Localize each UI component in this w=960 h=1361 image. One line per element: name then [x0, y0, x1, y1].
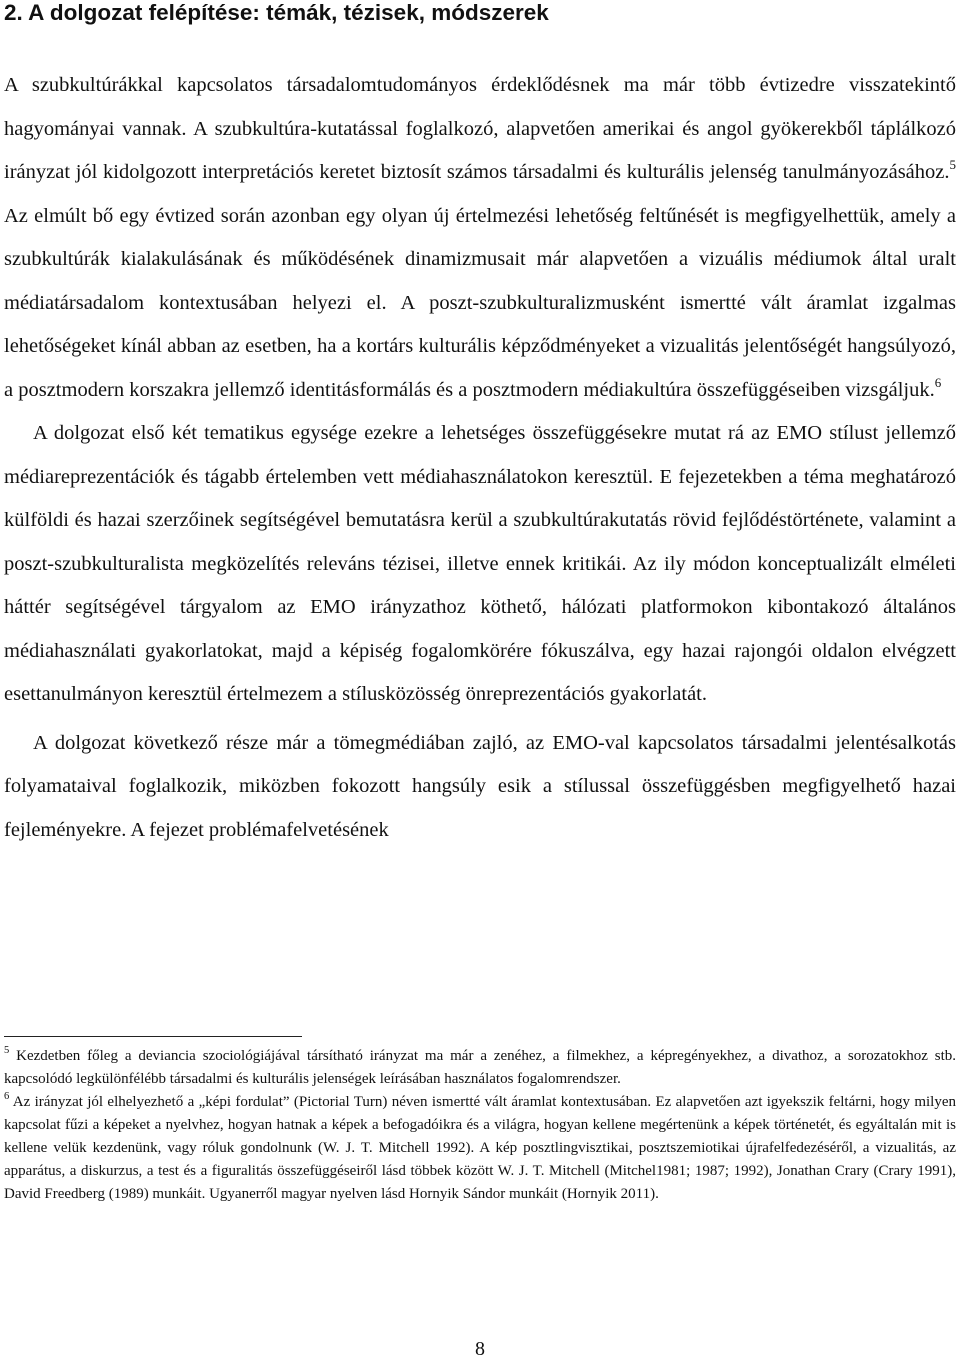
footnote-separator [4, 1036, 302, 1037]
paragraph-3: A dolgozat következő része már a tömegmédiában zajló, az EMO-val kapcsolatos társadalmi jelentésalkotás folyamataival foglalkozik, miközben fokozott hangsúly esik a stílussal összefüggésben megfigyelhető hazai fejleményekre. A fejezet problémafelvetésének [4, 731, 956, 841]
paragraph-1-part-1: A szubkultúrákkal kapcsolatos társadalomtudományos érdeklődésnek ma már több évtizedre visszatekintő hagyományai vannak. A szubkultúra-kutatással foglalkozó, alapvetően amerikai és angol gyökerekből táplálkozó irányzat jól kidolgozott interpretációs keretet biztosít számos társadalmi és kulturális jelenség tanulmányozásához. [4, 74, 956, 183]
paragraph-2: A dolgozat első két tematikus egysége ezekre a lehetséges összefüggésekre mutat rá az EMO stílust jellemző médiareprezentációk és tágabb értelemben vett médiahasználatokon keresztül. E fejezetekben a téma meghatározó külföldi és hazai szerzőinek segítségével bemutatásra kerül a szubkultúrakutatás rövid fejlődéstörténete, valamint a poszt-szubkulturalista megközelítés releváns tézisei, illetve ennek kritikái. Az ily módon konceptualizált elméleti háttér segítségével tárgyalom az EMO irányzathoz köthető, hálózati platformokon kibontakozó általános médiahasználati gyakorlatokat, majd a képiség fogalomkörére fókuszálva, egy hazai rajongói oldalon elvégzett esettanulmányon keresztül értelmezem a stílusközösség önreprezentációs gyakorlatát. [4, 422, 956, 705]
paragraph-1-part-2: Az elmúlt bő egy évtized során azonban egy olyan új értelmezési lehetőség feltűnését is megfigyelhettük, amely a szubkultúrák kialakulásának és működésének dinamizmusait már alapvetően a vizuális médiumok által uralt médiatársadalom kontextusában helyezi el. A poszt-szubkulturalizmusként ismertté vált áramlat izgalmas lehetőségeket kínál abban az esetben, ha a kortárs kulturális képződményeket a vizualitás jelentőségét hangsúlyozó, a posztmodern korszakra jellemző identitásformálás és a posztmodern médiakultúra összefüggéseiben vizsgáljuk. [4, 204, 956, 401]
footnote-text: Az irányzat jól elhelyezhető a „képi fordulat” (Pictorial Turn) néven ismertté vált áramlat kontextusában. Ez alapvetően azt igyekszik feltárni, hogy milyen kapcsolat fűzi a képeket a nyelvhez, hogyan hatnak a képek a befogadóikra és a világra, hogyan kellene megértenünk a képek történetét, és egyáltalán mit is kellene velük kezdenünk, vagy róluk gondolnunk (W. J. T. Mitchell 1992). A kép posztlingvisztikai, posztszemiotikai újrafelfedezéséről, a vizualitás, az apparátus, a diskurzus, a test és a figuralitás összefüggéseiről lásd többek között W. J. T. Mitchell (Mitchel1981; 1987; 1992), Jonathan Crary (Crary 1991), David Freedberg (1989) munkáit. Ugyanerről magyar nyelven lásd Hornyik Sándor munkáit (Hornyik 2011). [4, 1094, 956, 1202]
paragraph-1 [4, 64, 956, 412]
body-text [4, 64, 956, 852]
footnote-ref-6[interactable]: 6 [934, 374, 942, 390]
footnote-text: Kezdetben főleg a deviancia szociológiájával társítható irányzat ma már a zenéhez, a filmekhez, a képregényekhez, a divathoz, a sorozatokhoz stb. kapcsolódó legkülönfélébb társadalmi és kulturális jelenségek leírásában használatos fogalomrendszer. [4, 1048, 956, 1087]
footnote-6 [4, 1091, 956, 1206]
footnote-number: 5 [4, 1045, 10, 1056]
footnote-number: 6 [4, 1091, 10, 1102]
page-number: 8 [475, 1338, 485, 1360]
footnote-5 [4, 1045, 956, 1091]
footnote-ref-5[interactable]: 5 [949, 157, 956, 173]
footnotes [4, 1045, 956, 1206]
section-heading: 2. A dolgozat felépítése: témák, tézisek, módszerek [4, 0, 549, 25]
